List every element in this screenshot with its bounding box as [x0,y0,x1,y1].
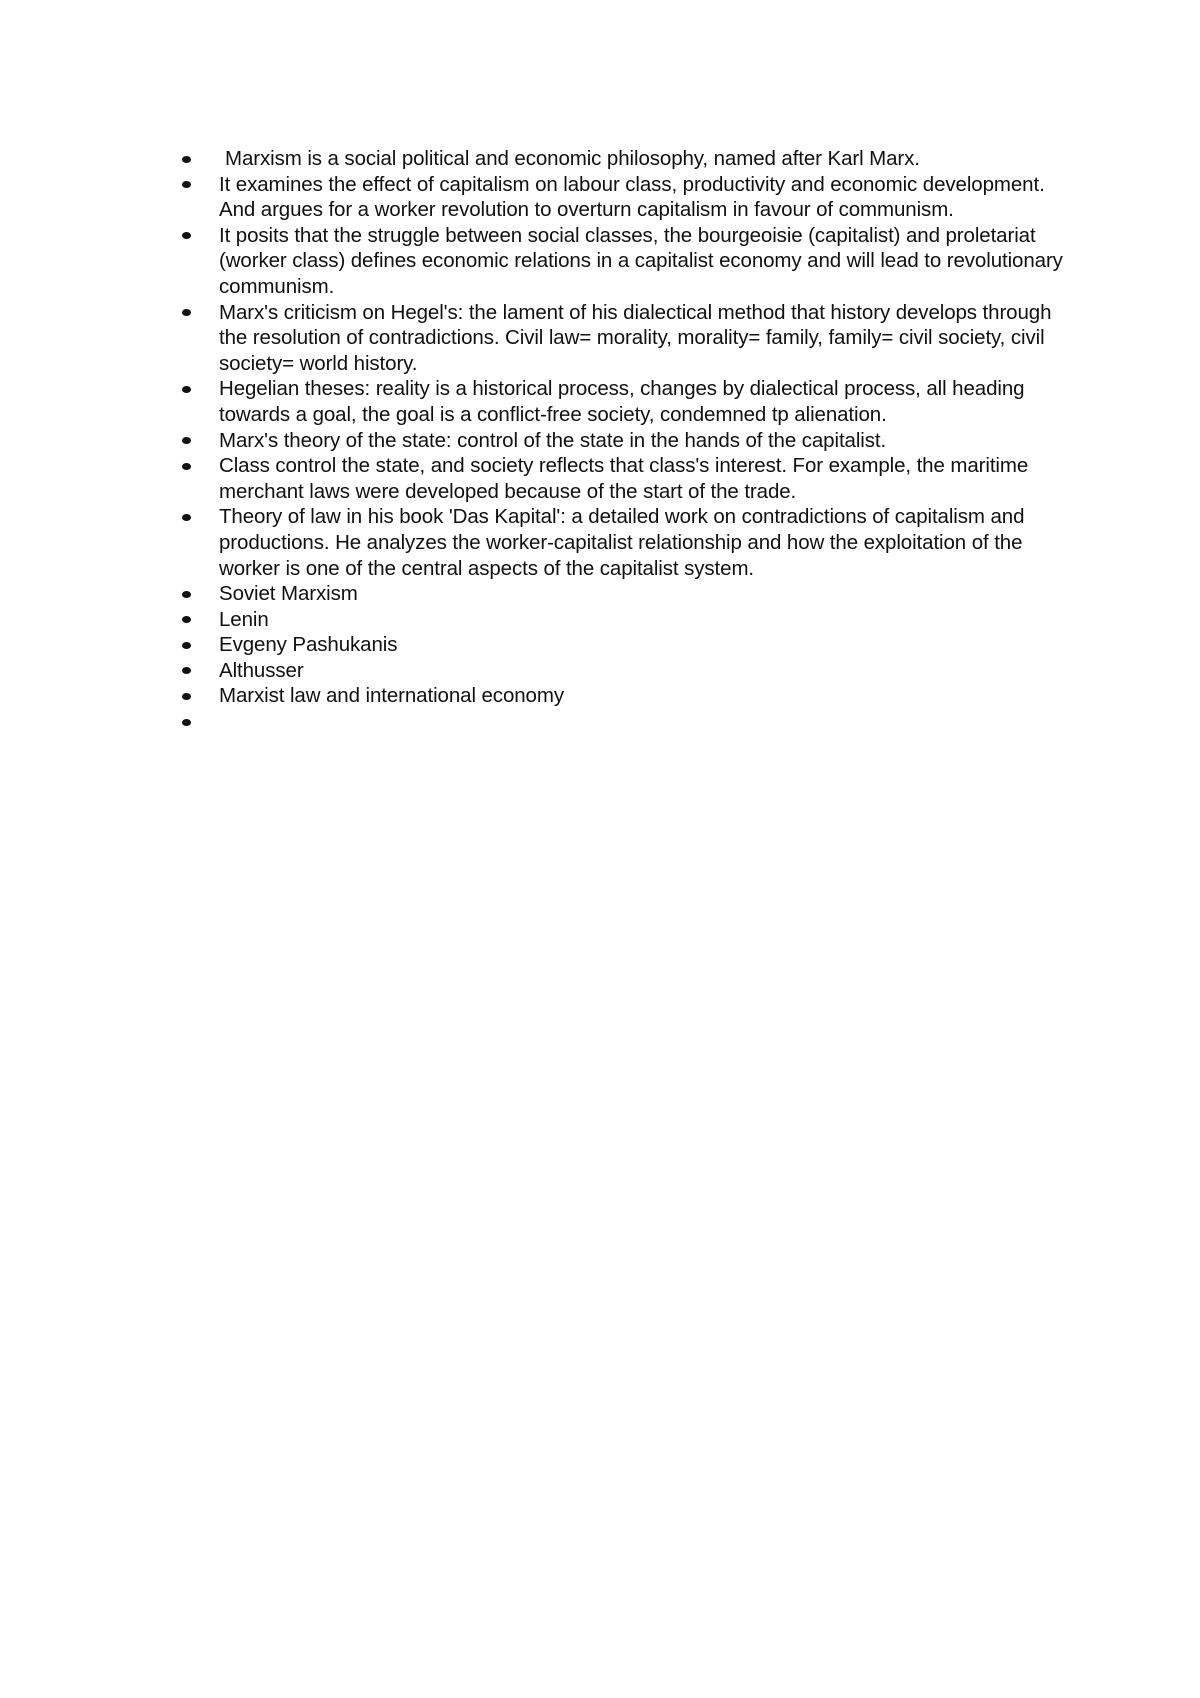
list-item-text: Marxism is a social political and economic philosophy, named after Karl Marx. [225,147,920,170]
list-item [174,376,1074,427]
list-item [174,607,1074,633]
list-item-text: Theory of law in his book 'Das Kapital': a detailed work on contradictions of capitalism and productions. He analyzes the worker-capitalist relationship and how the exploitation of the worker is one of the central aspects of the capitalist system. [219,505,1025,580]
bullet-icon [182,437,191,444]
list-item-text: Class control the state, and society reflects that class's interest. For example, the maritime merchant laws were developed because of the start of the trade. [219,454,1029,503]
list-item-text: Lenin [219,607,269,631]
bullet-icon [182,386,191,393]
bullet-list [174,146,1074,735]
list-item-text: Althusser [219,658,304,682]
bullet-icon [182,181,191,188]
list-item-text: Marxist law and international economy [219,684,564,708]
list-item-text: Marx's criticism on Hegel's: the lament of his dialectical method that history develops through the resolution of contradictions. Civil law= morality, morality= family, family= civil society, civil society= world history. [219,300,1052,375]
bullet-icon [182,156,191,163]
list-item [174,581,1074,607]
bullet-icon [182,616,191,623]
list-item [174,172,1074,223]
list-item-text: Hegelian theses: reality is a historical process, changes by dialectical process, all heading towards a goal, the goal is a conflict-free society, condemned tp alienation. [219,377,1025,426]
list-item [174,632,1074,658]
bullet-icon [182,463,191,470]
list-item [174,504,1074,581]
bullet-icon [182,667,191,674]
list-item [174,146,1074,172]
list-item [174,658,1074,684]
list-item [174,683,1074,709]
bullet-icon [182,642,191,649]
bullet-icon [182,232,191,239]
bullet-icon [182,719,191,726]
list-item [174,223,1074,300]
list-item-text: Soviet Marxism [219,582,358,606]
list-item-text: Evgeny Pashukanis [219,633,398,657]
list-item-text: Marx's theory of the state: control of the state in the hands of the capitalist. [219,428,887,452]
list-item-text: It posits that the struggle between social classes, the bourgeoisie (capitalist) and proletariat (worker class) defines economic relations in a capitalist economy and will lead to revolutionary communism. [219,223,1063,298]
bullet-icon [182,309,191,316]
list-item [174,453,1074,504]
list-item-text: It examines the effect of capitalism on labour class, productivity and economic development. And argues for a worker revolution to overturn capitalism in favour of communism. [219,172,1045,222]
list-item [174,428,1074,454]
list-item [174,709,1074,735]
bullet-icon [182,693,191,700]
list-item-text [219,709,1074,735]
bullet-icon [182,591,191,598]
bullet-icon [182,514,191,521]
list-item [174,300,1074,377]
